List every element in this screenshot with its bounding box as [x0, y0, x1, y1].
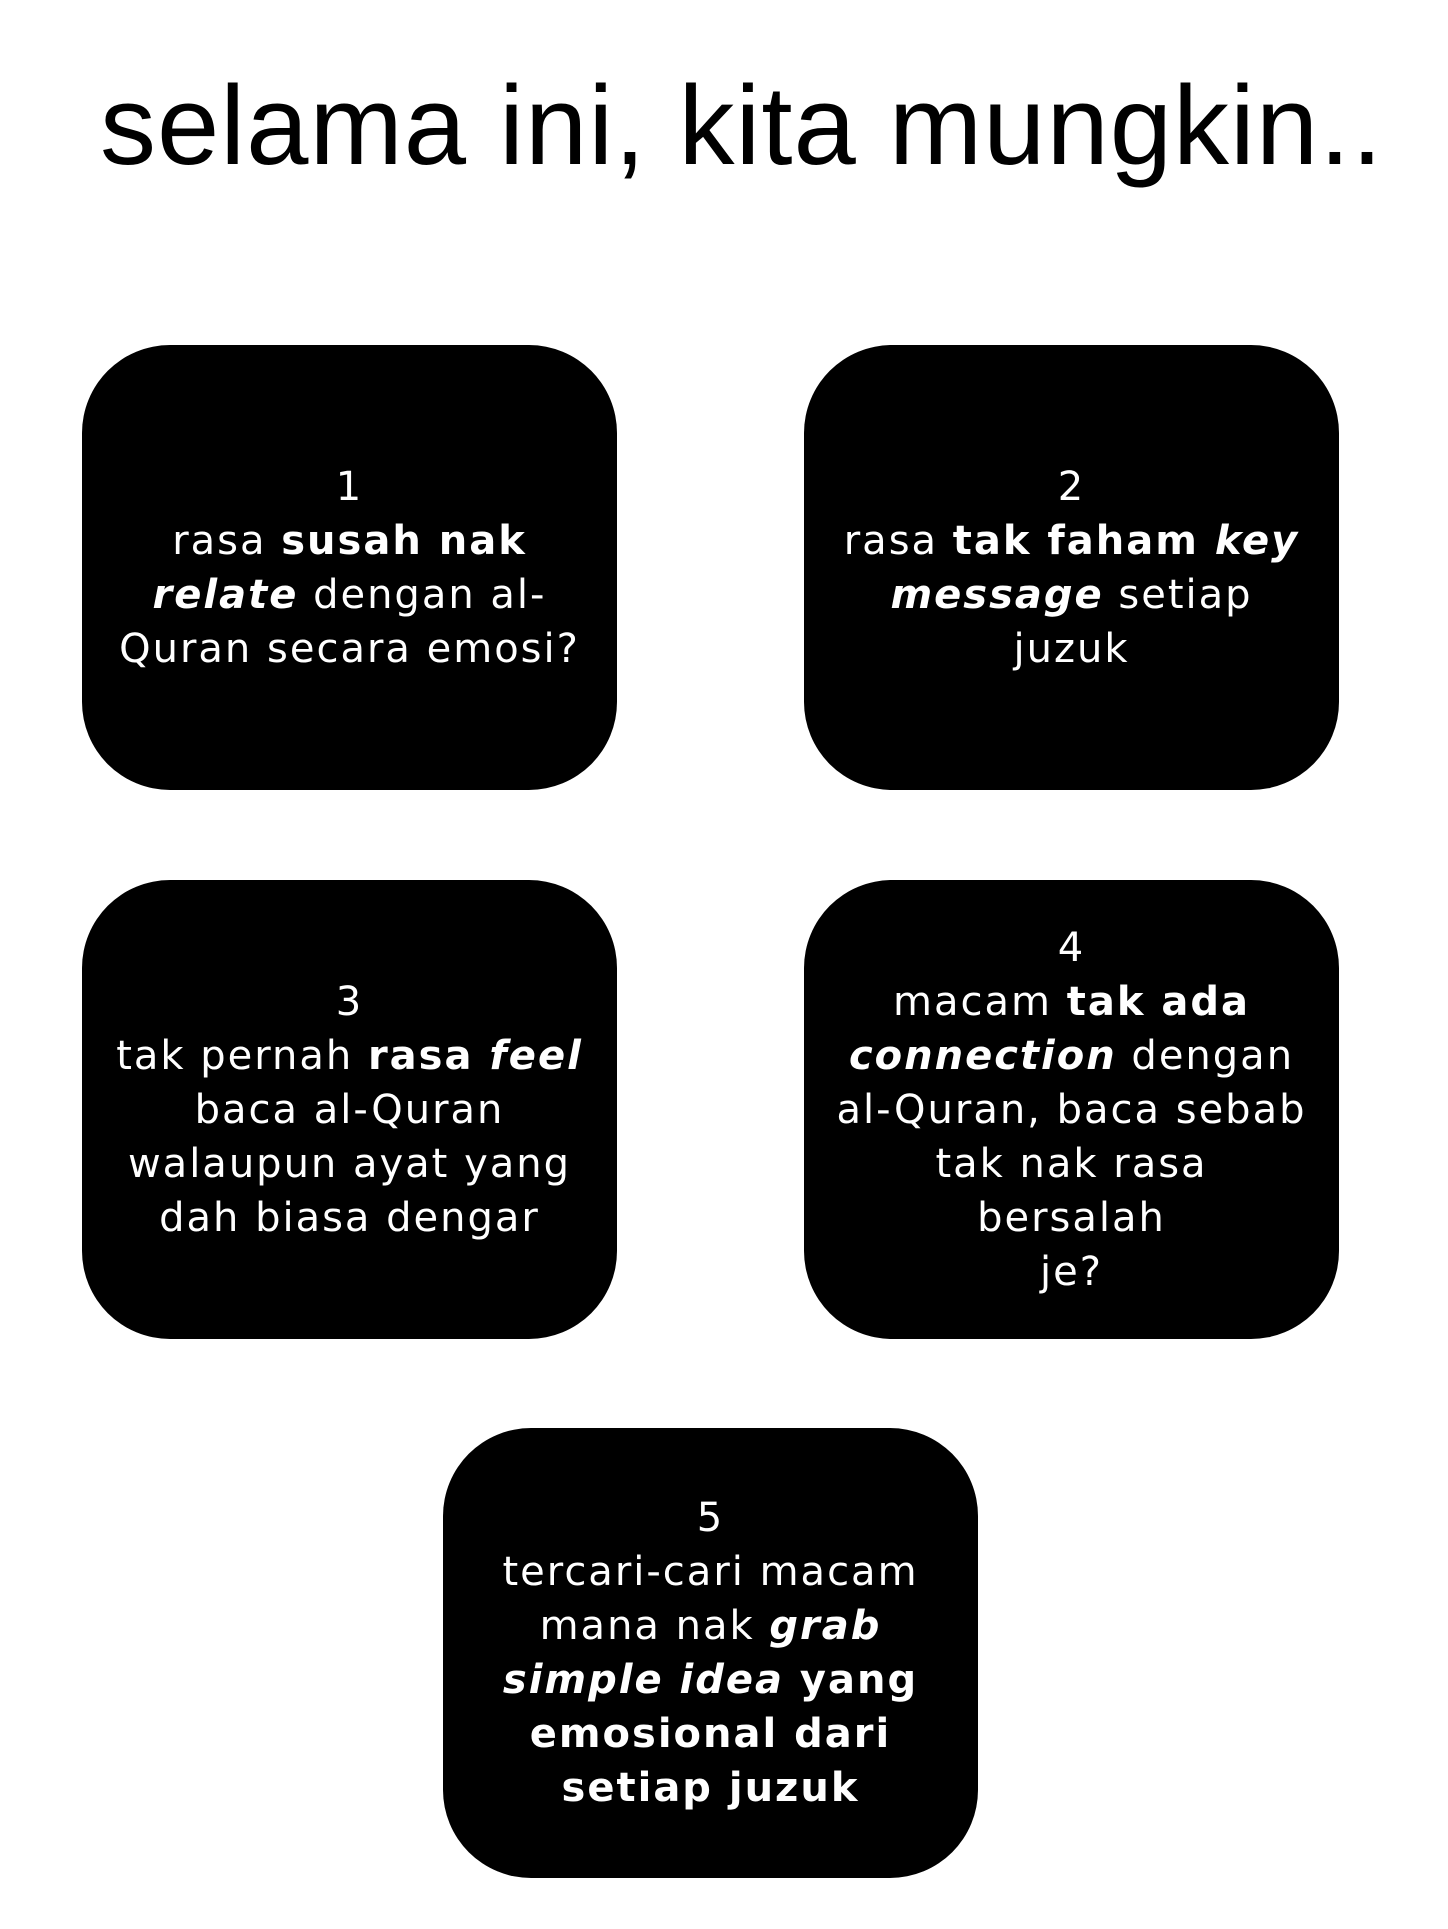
card-3 — [82, 880, 617, 1339]
card-content — [119, 460, 580, 676]
card-number: 1 — [335, 463, 364, 510]
card-5 — [443, 1428, 978, 1878]
emphasis-bold: rasa — [367, 1032, 490, 1079]
card-number: 2 — [1057, 463, 1086, 510]
emphasis-bold-italic: relate — [152, 571, 299, 618]
text-segment: al-Quran, baca sebab — [836, 1086, 1307, 1133]
card-content — [834, 460, 1309, 676]
emphasis-bold: susah nak — [281, 517, 527, 564]
text-segment: walaupun ayat yang — [127, 1140, 571, 1187]
text-segment: dengan al- — [298, 571, 547, 618]
card-content — [834, 921, 1309, 1299]
emphasis-bold-italic: connection — [848, 1032, 1117, 1079]
emphasis-bold-italic: key — [1214, 517, 1300, 564]
text-segment: mana nak — [539, 1603, 770, 1649]
text-segment: dah biasa dengar — [159, 1194, 540, 1241]
emphasis-bold: yang — [783, 1657, 919, 1703]
card-number: 4 — [1057, 924, 1086, 971]
card-text — [116, 1029, 583, 1245]
card-content — [116, 975, 583, 1245]
card-number: 3 — [335, 978, 364, 1025]
card-content — [502, 1491, 918, 1815]
emphasis-bold: tak ada — [1066, 978, 1250, 1025]
text-segment: je? — [1040, 1248, 1103, 1295]
card-text — [834, 975, 1309, 1299]
card-4 — [804, 880, 1339, 1339]
text-segment: dengan — [1116, 1032, 1295, 1079]
text-segment: tak pernah — [116, 1032, 368, 1079]
text-segment: tercari-cari macam — [502, 1549, 919, 1595]
text-segment: setiap juzuk — [1013, 571, 1253, 672]
text-segment: tak nak rasa bersalah — [935, 1140, 1208, 1241]
emphasis-bold: emosional dari — [529, 1711, 892, 1757]
card-1 — [82, 345, 617, 790]
card-2 — [804, 345, 1339, 790]
card-text — [502, 1545, 918, 1815]
text-segment: baca al-Quran — [194, 1086, 505, 1133]
text-segment: rasa — [172, 517, 282, 564]
card-text — [834, 514, 1309, 676]
emphasis-bold: setiap juzuk — [561, 1765, 860, 1811]
text-segment: Quran secara emosi? — [119, 625, 580, 672]
card-number: 5 — [696, 1495, 725, 1541]
emphasis-bold: tak faham — [952, 517, 1215, 564]
emphasis-bold-italic: simple idea — [502, 1657, 784, 1703]
text-segment: rasa — [843, 517, 953, 564]
emphasis-bold-italic: message — [890, 571, 1104, 618]
page-title: selama ini, kita mungkin.. — [100, 63, 1384, 188]
card-text — [119, 514, 580, 676]
emphasis-bold-italic: feel — [489, 1032, 583, 1079]
emphasis-bold-italic: grab — [769, 1603, 882, 1649]
text-segment: macam — [893, 978, 1067, 1025]
